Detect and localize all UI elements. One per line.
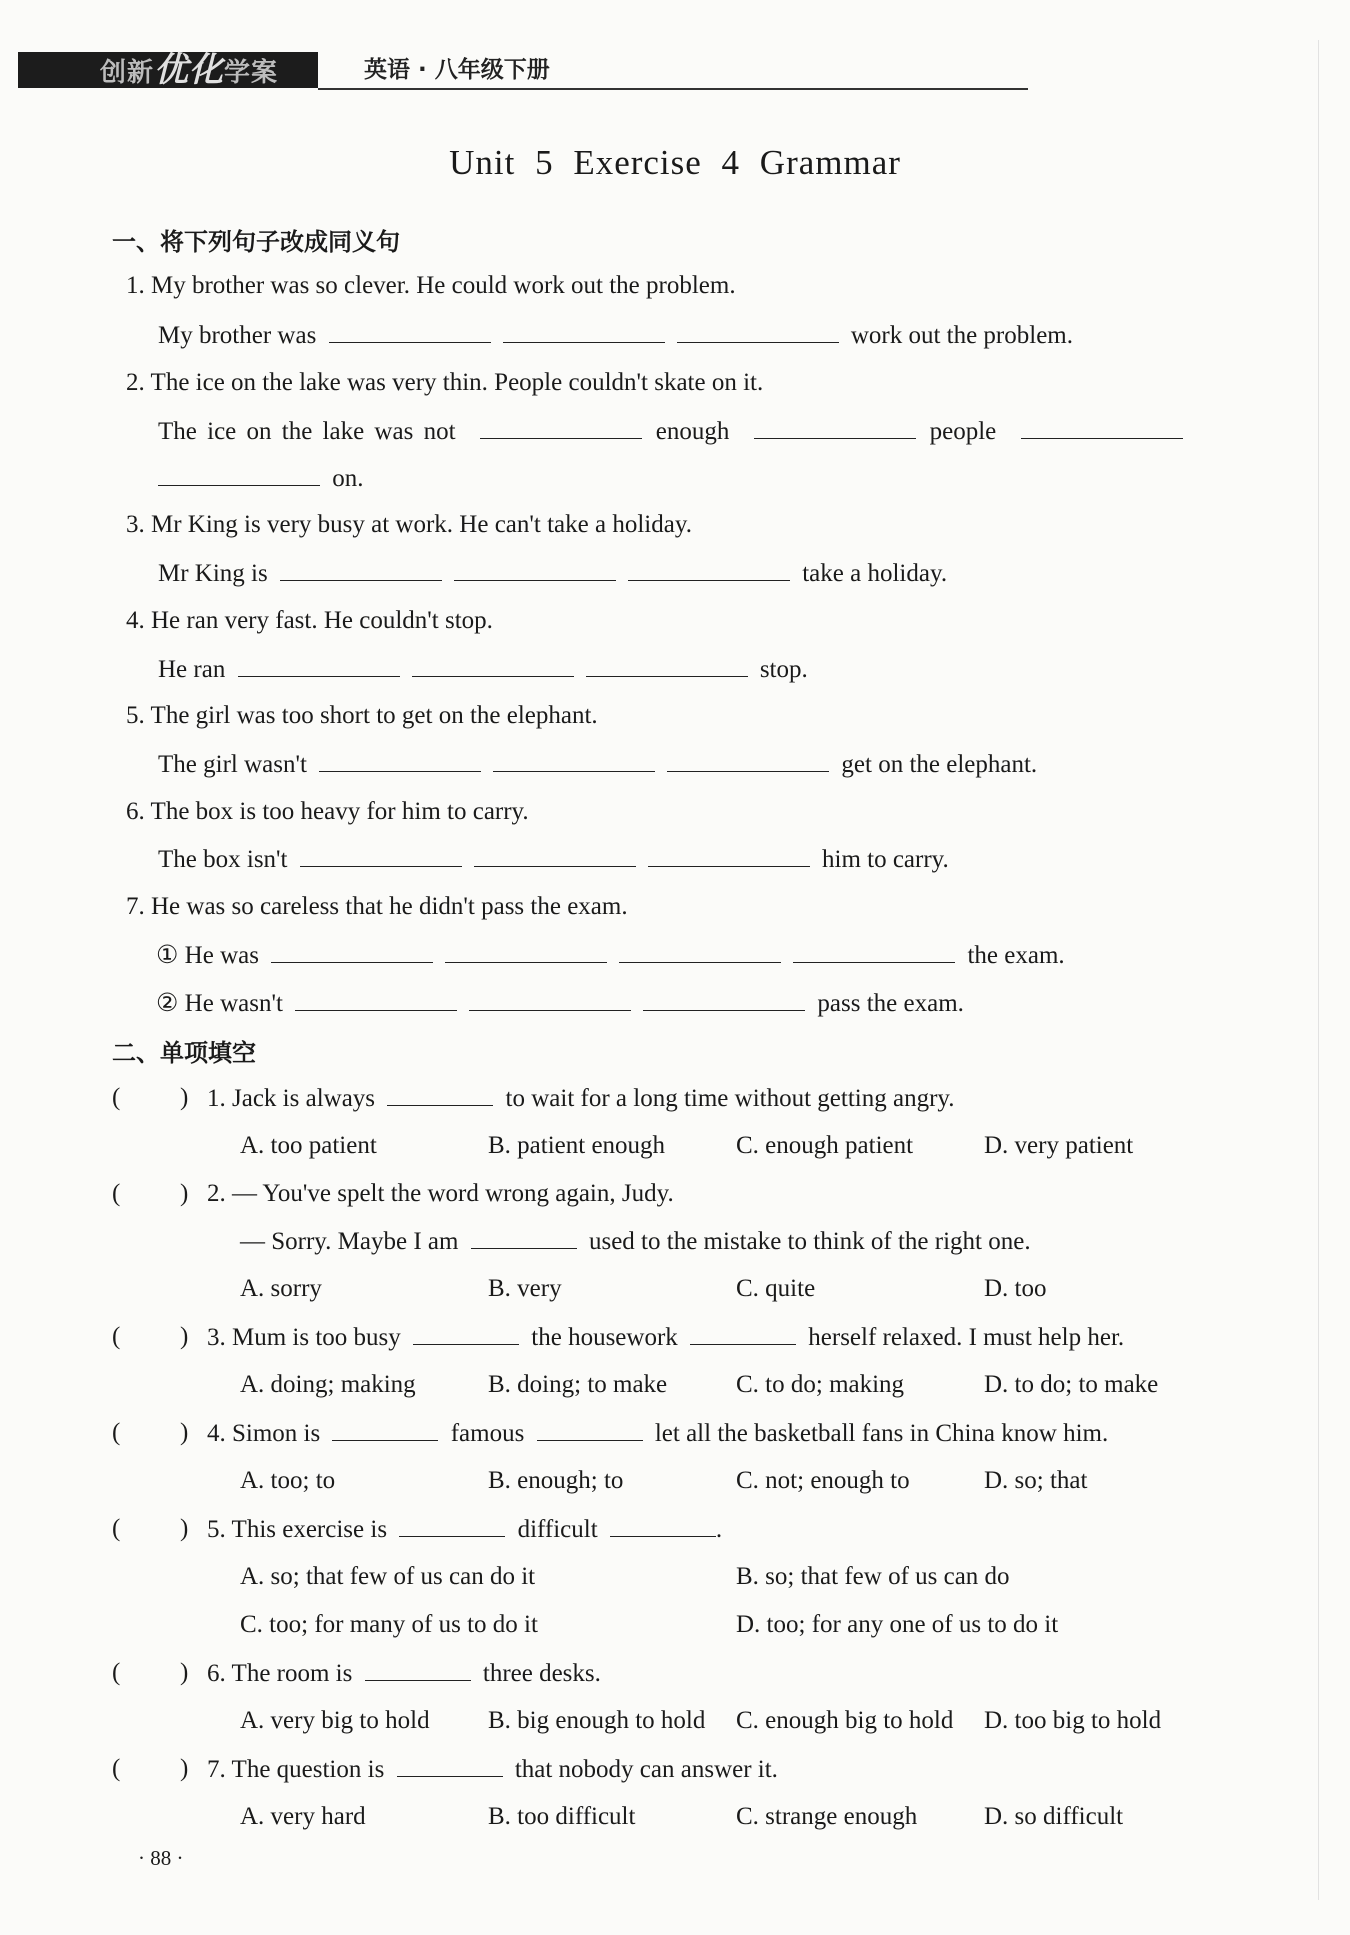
- answer-blank[interactable]: [399, 1512, 505, 1537]
- s1-q7-answer-2: [156, 986, 964, 1020]
- answer-paren-close: ): [180, 1180, 189, 1207]
- s1-q2-answer-post: on.: [332, 465, 364, 492]
- s2-q4-option-d[interactable]: D. so; that: [984, 1467, 1088, 1494]
- s1-q2-answer-mid2: people: [929, 418, 997, 445]
- answer-blank[interactable]: [471, 1224, 577, 1249]
- page-number: · 88 ·: [138, 1846, 184, 1870]
- s1-q7-stem: 7. He was so careless that he didn't pass the exam.: [126, 893, 628, 920]
- s2-q5-pre: 5. This exercise is: [207, 1516, 388, 1543]
- brand-part-2: 优化: [154, 50, 225, 90]
- answer-blank[interactable]: [537, 1416, 643, 1441]
- s2-q1-option-c[interactable]: C. enough patient: [736, 1132, 914, 1159]
- answer-blank[interactable]: [503, 318, 665, 343]
- s2-q6-option-c[interactable]: C. enough big to hold: [736, 1707, 954, 1734]
- answer-blank[interactable]: [586, 652, 748, 677]
- answer-blank[interactable]: [387, 1081, 493, 1106]
- s1-q3-answer: [158, 556, 947, 590]
- s2-q4-option-c[interactable]: C. not; enough to: [736, 1467, 910, 1494]
- s2-q7-pre: 7. The question is: [207, 1756, 385, 1783]
- header-rule: [318, 88, 1028, 90]
- s1-q6-answer: [158, 842, 949, 876]
- brand-part-1: 创新: [100, 58, 155, 88]
- s2-q2-option-c[interactable]: C. quite: [736, 1275, 816, 1302]
- answer-blank[interactable]: [445, 938, 607, 963]
- s1-q7-answer-1-post: the exam.: [967, 942, 1065, 969]
- s1-q5-answer-post: get on the elephant.: [841, 751, 1038, 778]
- brand-logo: [100, 50, 279, 90]
- s1-q6-stem: 6. The box is too heavy for him to carry.: [126, 798, 529, 825]
- s1-q5-answer: [158, 747, 1037, 781]
- answer-blank[interactable]: [793, 938, 955, 963]
- s2-q3-option-a[interactable]: A. doing; making: [240, 1371, 416, 1398]
- s1-q4-answer: [158, 652, 808, 686]
- answer-blank[interactable]: [271, 938, 433, 963]
- s2-q5-option-c[interactable]: C. too; for many of us to do it: [240, 1611, 538, 1638]
- s2-q4-stem: [207, 1416, 1108, 1450]
- s2-q3-stem: [207, 1320, 1124, 1354]
- s2-q4-pre: 4. Simon is: [207, 1420, 321, 1447]
- s2-q4-option-a[interactable]: A. too; to: [240, 1467, 336, 1494]
- s2-q2-line1: 2. — You've spelt the word wrong again, Judy.: [207, 1180, 674, 1207]
- s1-q4-answer-post: stop.: [759, 656, 808, 683]
- s1-q7-answer-2-post: pass the exam.: [817, 990, 964, 1017]
- s1-q5-answer-pre: The girl wasn't: [158, 751, 307, 778]
- s2-q4-mid: famous: [450, 1420, 525, 1447]
- answer-paren-close: ): [180, 1323, 189, 1350]
- s2-q7-option-d[interactable]: D. so difficult: [984, 1803, 1124, 1830]
- answer-paren-open: (: [112, 1323, 121, 1350]
- answer-paren-open: (: [112, 1084, 121, 1111]
- s1-q2-answer-mid1: enough: [655, 418, 730, 445]
- answer-paren-open: (: [112, 1180, 121, 1207]
- s2-q6-stem: [207, 1656, 601, 1690]
- s2-q7-stem: [207, 1752, 778, 1786]
- s2-q5-option-d[interactable]: D. too; for any one of us to do it: [736, 1611, 1059, 1638]
- s2-q5-stem: [207, 1512, 722, 1546]
- s2-q2-pre: — Sorry. Maybe I am: [240, 1228, 459, 1255]
- s2-q7-option-b[interactable]: B. too difficult: [488, 1803, 636, 1830]
- s1-q2-answer-pre: The ice on the lake was not: [158, 418, 456, 445]
- answer-blank[interactable]: [628, 556, 790, 581]
- answer-blank[interactable]: [365, 1656, 471, 1681]
- s2-q5-mid: difficult: [517, 1516, 598, 1543]
- s1-q2-answer: [158, 414, 1197, 448]
- s2-q2-option-d[interactable]: D. too: [984, 1275, 1047, 1302]
- s1-q6-answer-post: him to carry.: [822, 846, 949, 873]
- answer-blank[interactable]: [454, 556, 616, 581]
- s2-q6-option-d[interactable]: D. too big to hold: [984, 1707, 1162, 1734]
- s2-q3-post: herself relaxed. I must help her.: [808, 1324, 1125, 1351]
- s1-q2-stem: 2. The ice on the lake was very thin. People couldn't skate on it.: [126, 369, 764, 396]
- s1-q4-stem: 4. He ran very fast. He couldn't stop.: [126, 607, 493, 634]
- answer-blank[interactable]: [619, 938, 781, 963]
- answer-blank[interactable]: [648, 842, 810, 867]
- s2-q6-post: three desks.: [482, 1660, 601, 1687]
- s1-q7-answer-1: [156, 938, 1065, 972]
- answer-paren-open: (: [112, 1755, 121, 1782]
- s2-q4-option-b[interactable]: B. enough; to: [488, 1467, 624, 1494]
- s2-q5-option-b[interactable]: B. so; that few of us can do: [736, 1563, 1010, 1590]
- s1-q6-answer-pre: The box isn't: [158, 846, 288, 873]
- answer-blank[interactable]: [413, 1320, 519, 1345]
- s2-q1-pre: 1. Jack is always: [207, 1085, 376, 1112]
- answer-blank[interactable]: [643, 986, 805, 1011]
- s1-q7-answer-1-pre: ① He was: [156, 942, 259, 969]
- s2-q6-pre: 6. The room is: [207, 1660, 353, 1687]
- answer-blank[interactable]: [158, 461, 320, 486]
- s1-q5-stem: 5. The girl was too short to get on the elephant.: [126, 702, 598, 729]
- book-title: 英语 · 八年级下册: [364, 57, 550, 83]
- section-2-heading: 二、单项填空: [112, 1039, 256, 1067]
- answer-paren-close: ): [180, 1419, 189, 1446]
- answer-paren-close: ): [180, 1084, 189, 1111]
- s2-q1-option-a[interactable]: A. too patient: [240, 1132, 377, 1159]
- answer-blank[interactable]: [397, 1752, 503, 1777]
- s2-q6-option-a[interactable]: A. very big to hold: [240, 1707, 430, 1734]
- answer-paren-open: (: [112, 1419, 121, 1446]
- answer-paren-open: (: [112, 1515, 121, 1542]
- page-title: Unit 5 Exercise 4 Grammar: [449, 143, 901, 182]
- s2-q1-option-b[interactable]: B. patient enough: [488, 1132, 666, 1159]
- s1-q3-answer-post: take a holiday.: [802, 560, 948, 587]
- s1-q3-answer-pre: Mr King is: [158, 560, 268, 587]
- s2-q2-option-a[interactable]: A. sorry: [240, 1275, 322, 1302]
- answer-blank[interactable]: [754, 414, 916, 439]
- s2-q1-option-d[interactable]: D. very patient: [984, 1132, 1134, 1159]
- answer-blank[interactable]: [319, 747, 481, 772]
- s2-q6-option-b[interactable]: B. big enough to hold: [488, 1707, 706, 1734]
- answer-blank[interactable]: [677, 318, 839, 343]
- s2-q1-stem: [207, 1081, 955, 1115]
- answer-blank[interactable]: [412, 652, 574, 677]
- s2-q3-option-c[interactable]: C. to do; making: [736, 1371, 905, 1398]
- section-1-heading: 一、将下列句子改成同义句: [112, 228, 400, 256]
- answer-paren-close: ): [180, 1515, 189, 1542]
- s1-q4-answer-pre: He ran: [158, 656, 226, 683]
- answer-blank[interactable]: [295, 986, 457, 1011]
- answer-blank[interactable]: [474, 842, 636, 867]
- answer-blank[interactable]: [332, 1416, 438, 1441]
- s2-q7-option-c[interactable]: C. strange enough: [736, 1803, 918, 1830]
- brand-part-3: 学案: [224, 58, 279, 88]
- s1-q1-stem: 1. My brother was so clever. He could work out the problem.: [126, 272, 736, 299]
- s2-q5-option-a[interactable]: A. so; that few of us can do it: [240, 1563, 536, 1590]
- answer-blank[interactable]: [690, 1320, 796, 1345]
- s2-q3-mid: the housework: [531, 1324, 678, 1351]
- s2-q7-option-a[interactable]: A. very hard: [240, 1803, 366, 1830]
- s2-q1-post: to wait for a long time without getting angry.: [505, 1085, 955, 1112]
- s2-q3-option-d[interactable]: D. to do; to make: [984, 1371, 1159, 1398]
- answer-blank[interactable]: [667, 747, 829, 772]
- s2-q4-post: let all the basketball fans in China know him.: [654, 1420, 1109, 1447]
- answer-paren-open: (: [112, 1659, 121, 1686]
- answer-paren-close: ): [180, 1755, 189, 1782]
- s1-q2-answer-cont: [158, 461, 364, 495]
- answer-blank[interactable]: [329, 318, 491, 343]
- s1-q1-answer-post: work out the problem.: [850, 322, 1073, 349]
- s2-q5-post: .: [715, 1516, 723, 1543]
- answer-paren-close: ): [180, 1659, 189, 1686]
- answer-blank[interactable]: [469, 986, 631, 1011]
- s2-q2-option-b[interactable]: B. very: [488, 1275, 562, 1302]
- answer-blank[interactable]: [300, 842, 462, 867]
- s2-q2-stem: [240, 1224, 1031, 1258]
- s2-q3-pre: 3. Mum is too busy: [207, 1324, 401, 1351]
- answer-blank[interactable]: [1021, 414, 1183, 439]
- answer-blank[interactable]: [480, 414, 642, 439]
- s1-q3-stem: 3. Mr King is very busy at work. He can't take a holiday.: [126, 511, 692, 538]
- s1-q7-answer-2-pre: ② He wasn't: [156, 990, 283, 1017]
- answer-blank[interactable]: [280, 556, 442, 581]
- s2-q3-option-b[interactable]: B. doing; to make: [488, 1371, 668, 1398]
- s1-q1-answer: [158, 318, 1073, 352]
- page-edge: [1318, 40, 1319, 1900]
- answer-blank[interactable]: [610, 1512, 716, 1537]
- s2-q7-post: that nobody can answer it.: [514, 1756, 778, 1783]
- answer-blank[interactable]: [238, 652, 400, 677]
- answer-blank[interactable]: [493, 747, 655, 772]
- s2-q2-post: used to the mistake to think of the right one.: [588, 1228, 1031, 1255]
- s1-q1-answer-pre: My brother was: [158, 322, 317, 349]
